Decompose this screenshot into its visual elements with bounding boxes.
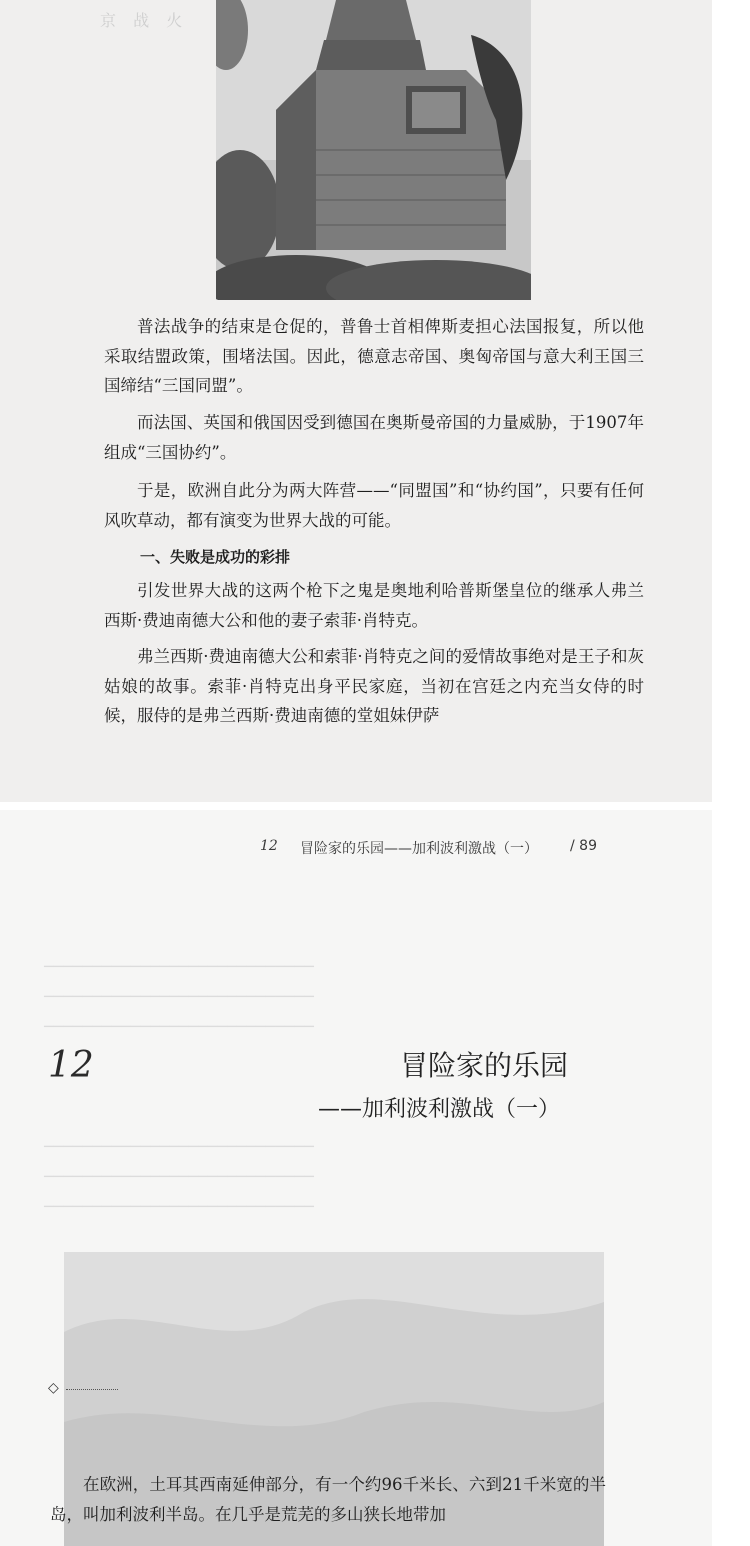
bleed-through-text: ────────────────────────────	[44, 1197, 314, 1216]
paragraph-5: 弗兰西斯·费迪南德大公和索菲·肖特克之间的爱情故事绝对是王子和灰姑娘的故事。索菲·肖特克出身平民家庭，当初在宫廷之内充当女侍的时候，服侍的是弗兰西斯·费迪南德的堂姐妹伊萨	[104, 647, 644, 725]
running-header-chapter-number: 12	[260, 838, 278, 854]
paragraph-1: 普法战争的结束是仓促的，普鲁士首相俾斯麦担心法国报复，所以他采取结盟政策，围堵法国。因此，德意志帝国、奥匈帝国与意大利王国三国缔结“三国同盟”。	[104, 317, 644, 395]
running-header	[0, 838, 712, 860]
upper-page	[0, 0, 712, 802]
bleed-through-text: ────────────────────────────	[44, 957, 314, 976]
chapter-number: 12	[48, 1045, 94, 1086]
faded-running-header: 京 战 火	[100, 11, 189, 30]
bleed-through-text: ────────────────────────────	[44, 1137, 314, 1156]
bleed-through-text: ────────────────────────────	[44, 1167, 314, 1186]
paragraph-bottom-1: 在欧洲，土耳其西南延伸部分，有一个约96千米长、六到21千米宽的半岛，叫加利波利半岛。在几乎是荒芜的多山狭长地带加	[50, 1475, 606, 1524]
chapter-title: 冒险家的乐园	[400, 1049, 569, 1082]
paragraph-4: 引发世界大战的这两个枪下之鬼是奥地利哈普斯堡皇位的继承人弗兰西斯·费迪南德大公和他的妻子索菲·肖特克。	[104, 581, 644, 630]
monument-photo	[216, 0, 531, 300]
page-number: / 89	[570, 838, 597, 854]
section-heading: 一、失败是成功的彩排	[140, 548, 291, 566]
chapter-subtitle: ——加利波利激战（一）	[318, 1097, 561, 1122]
paragraph-3: 于是，欧洲自此分为两大阵营——“同盟国”和“协约国”，只要有任何风吹草动，都有演变为世界大战的可能。	[104, 481, 644, 530]
bleed-through-text: ────────────────────────────	[44, 1017, 314, 1036]
bleed-through-text: ────────────────────────────	[44, 987, 314, 1006]
dotted-rule	[66, 1389, 118, 1390]
running-header-title: 冒险家的乐园——加利波利激战（一）	[300, 841, 538, 857]
paragraph-2: 而法国、英国和俄国因受到德国在奥斯曼帝国的力量威胁，于1907年组成“三国协约”。	[104, 413, 644, 462]
diamond-ornament-icon: ◇	[48, 1380, 59, 1396]
